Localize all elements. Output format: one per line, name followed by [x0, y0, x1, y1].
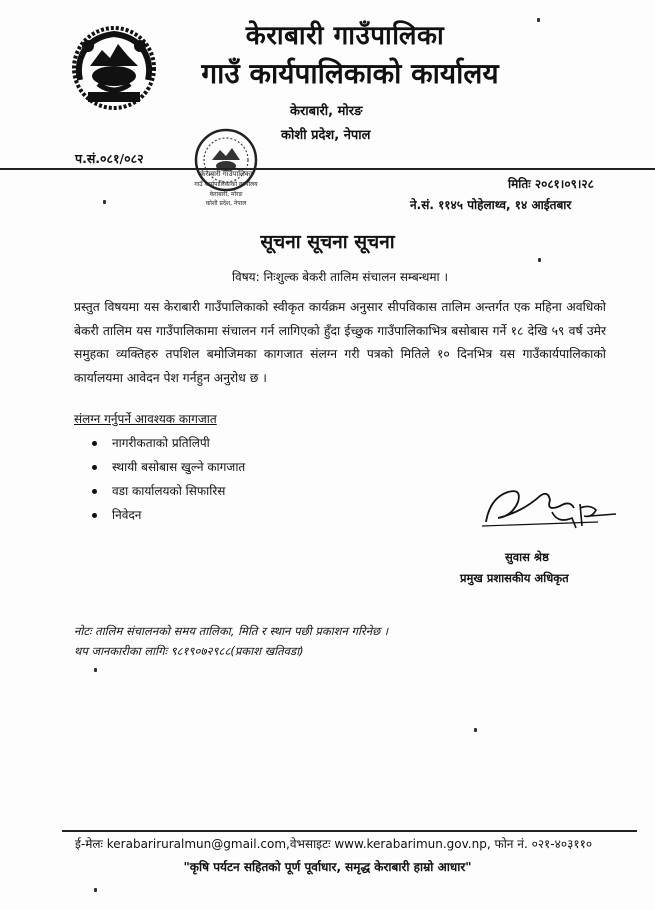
documents-heading: संलग्न गर्नुपर्ने आवश्यक कागजात	[74, 412, 217, 426]
document-item: नागरीकताको प्रतिलिपी	[112, 436, 210, 450]
schedule-note: नोटः तालिम संचालनको समय तालिका, मिति र स्थान पछी प्रकाशन गरिनेछ ।	[74, 624, 389, 638]
address-line-1: केराबारी, मोरङ	[290, 104, 363, 119]
reference-number: प.सं.०८१/०८२	[75, 151, 144, 166]
scan-speck	[474, 728, 477, 732]
footer-slogan: "कृषि पर्यटन सहितको पूर्ण पूर्वाधार, समृद्ध केराबारी हाम्रो आधार"	[183, 860, 472, 874]
footer-contact: ई-मेलः kerabariruralmun@gmail.com,वेभसाइटः www.kerabarimun.gov.np, फोन नं. ०२१-४०३११०	[75, 837, 593, 851]
stamp-line: कोशी प्रदेश, नेपाल	[205, 200, 247, 207]
list-item	[92, 481, 245, 505]
bullet-icon	[92, 489, 97, 494]
office-stamp	[180, 120, 272, 212]
bullet-icon	[92, 441, 97, 446]
signatory-title: प्रमुख प्रशासकीय अधिकृत	[460, 571, 569, 585]
stamp-line: केराबारी, मोरङ	[209, 191, 243, 198]
scan-speck	[94, 888, 97, 892]
scan-speck	[537, 18, 540, 22]
stamp-line: गाउँ कार्यपालिकाको कार्यालय	[194, 181, 258, 188]
address-line-2: कोशी प्रदेश, नेपाल	[281, 128, 371, 143]
bullet-icon	[92, 465, 97, 470]
signatory-name: सुवास श्रेष्ठ	[505, 550, 549, 564]
scan-speck	[94, 668, 97, 672]
nepal-sambat-date: ने.सं. ११४५ पोहेलाथ्व, १४ आईतबार	[410, 198, 572, 212]
list-item	[92, 505, 245, 529]
contact-note: थप जानकारीका लागिः ९८१९०७२९८८(प्रकाश खतिवडा)	[74, 644, 304, 658]
list-item	[92, 433, 245, 457]
office-name: गाउँ कार्यपालिकाको कार्यालय	[201, 57, 499, 90]
scan-speck	[103, 200, 106, 204]
header-divider	[0, 168, 655, 170]
document-item: वडा कार्यालयको सिफारिस	[112, 484, 226, 498]
document-item: निवेदन	[112, 508, 142, 522]
documents-list	[92, 433, 245, 529]
issue-date: मितिः २०८१।०९।२८	[508, 177, 594, 191]
document-item: स्थायी बसोबास खुल्ने कागजात	[112, 460, 246, 474]
list-item	[92, 457, 245, 481]
handwritten-signature	[478, 478, 618, 534]
notice-subject: विषय: निःशुल्क बेकरी तालिम संचालन सम्बन्धमा ।	[231, 270, 449, 284]
notice-heading: सूचना सूचना सूचना	[260, 231, 395, 253]
scan-speck	[538, 258, 541, 262]
nepal-emblem-icon	[68, 22, 160, 114]
footer-divider	[62, 830, 637, 832]
municipality-name: केराबारी गाउँपालिका	[245, 21, 445, 51]
notice-body: प्रस्तुत विषयमा यस केराबारी गाउँपालिकाको स्वीकृत कार्यक्रम अनुसार सीपविकास तालिम अन्तर्गत एक महिना अवधिको बेकरी तालिम यस गाउँपालिकामा संचालन गर्न लागिएको हुँदा ईच्छुक गाउँपालिकाभित्र बसोबास गर्ने १८ देखि ५९ वर्ष उमेर समुहका व्यक्तिहरु तपशिल बमोजिमका कागजात संलग्न गरी पत्रको मितिले १० दिनभित्र यस गाउँकार्यपालिकाको कार्यालयमा आवेदन पेश गर्नहुन अनुरोध छ ।	[74, 300, 606, 385]
bullet-icon	[92, 513, 97, 518]
stamp-line: केराबारी गाउँपालिका	[200, 170, 252, 178]
